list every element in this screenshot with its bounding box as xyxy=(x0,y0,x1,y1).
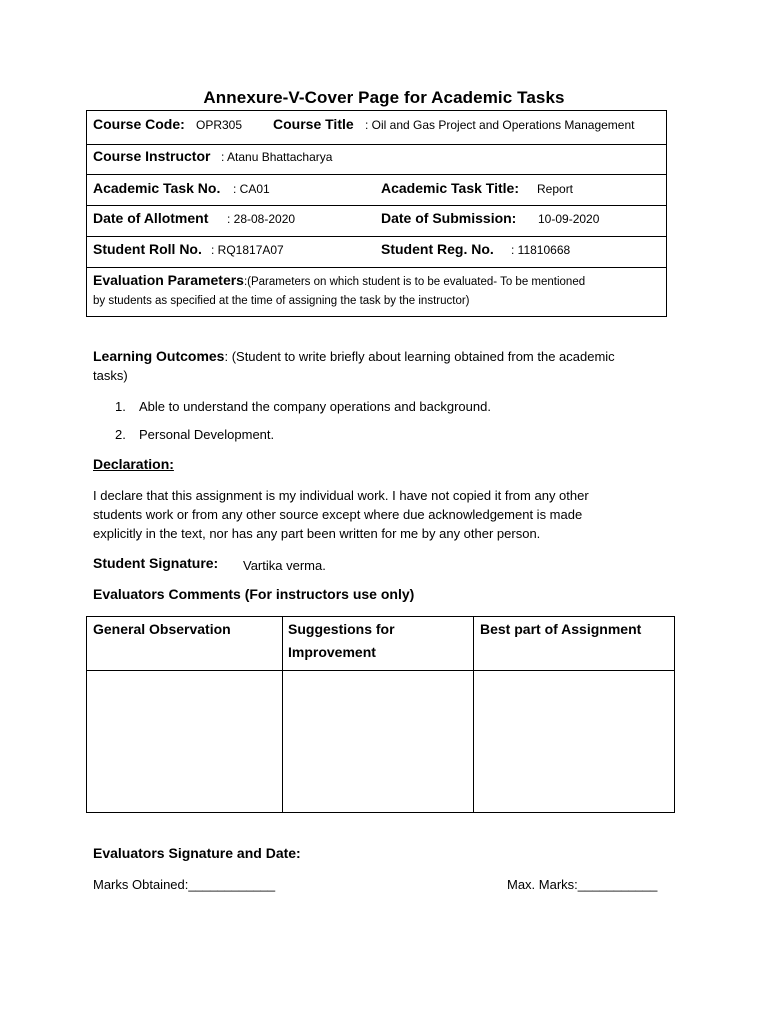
learning-item-text: Able to understand the company operations and background. xyxy=(139,399,491,414)
reg-value: : 11810668 xyxy=(511,243,571,257)
marks-obtained: Marks Obtained:____________ xyxy=(93,877,276,892)
evaluators-signature-date: Evaluators Signature and Date: xyxy=(93,845,301,861)
evaluators-table xyxy=(86,616,675,813)
declaration-text xyxy=(93,486,693,543)
submission-label: Date of Submission: xyxy=(381,210,517,226)
course-row xyxy=(87,111,666,144)
declaration-line-3: explicitly in the text, nor has any part been written for me by any other person. xyxy=(93,526,541,541)
course-code-value: OPR305 xyxy=(196,118,243,132)
course-title-value: : Oil and Gas Project and Operations Management xyxy=(365,118,635,132)
declaration-heading: Declaration: xyxy=(93,456,174,472)
course-code-label: Course Code: xyxy=(93,116,185,132)
column-divider xyxy=(473,617,474,812)
student-signature-value: Vartika verma. xyxy=(243,558,326,573)
learning-outcomes-intro-1: : (Student to write briefly about learning obtained from the academic xyxy=(224,349,615,364)
learning-item-1 xyxy=(115,397,126,416)
learning-item-2 xyxy=(115,425,126,444)
learning-item-text: Personal Development. xyxy=(139,427,275,442)
task-title-label: Academic Task Title: xyxy=(381,180,519,196)
learning-item-number: 1. xyxy=(115,399,126,414)
task-no-value: : CA01 xyxy=(233,182,270,196)
max-marks: Max. Marks:___________ xyxy=(507,877,658,892)
student-signature-label: Student Signature: xyxy=(93,555,219,571)
col-best-part: Best part of Assignment xyxy=(480,621,642,637)
roll-label: Student Roll No. xyxy=(93,241,202,257)
task-row xyxy=(87,174,666,206)
header-divider xyxy=(87,670,674,671)
evaluation-label: Evaluation Parameters xyxy=(93,272,244,288)
course-title-label: Course Title xyxy=(273,116,354,132)
task-no-label: Academic Task No. xyxy=(93,180,221,196)
column-divider xyxy=(282,617,283,812)
roll-value: : RQ1817A07 xyxy=(211,243,284,257)
evaluators-heading: Evaluators Comments (For instructors use only) xyxy=(93,586,415,602)
learning-outcomes-intro-2: tasks) xyxy=(93,368,128,383)
submission-value: 10-09-2020 xyxy=(538,212,600,226)
declaration-line-1: I declare that this assignment is my individual work. I have not copied it from any other xyxy=(93,488,589,503)
course-info-table xyxy=(86,110,667,317)
allotment-value: : 28-08-2020 xyxy=(227,212,296,226)
page-title: Annexure-V-Cover Page for Academic Tasks xyxy=(203,88,565,107)
task-title-value: Report xyxy=(537,182,574,196)
declaration-line-2: students work or from any other source except where due acknowledgement is made xyxy=(93,507,583,522)
allotment-label: Date of Allotment xyxy=(93,210,209,226)
student-row xyxy=(87,236,666,268)
col-suggestions-line-2: Improvement xyxy=(288,644,376,660)
learning-outcomes-label: Learning Outcomes xyxy=(93,348,225,364)
evaluation-text-1: :(Parameters on which student is to be evaluated- To be mentioned xyxy=(243,276,586,288)
col-suggestions xyxy=(288,618,395,664)
instructor-row xyxy=(87,144,666,175)
evaluation-text-2: by students as specified at the time of assigning the task by the instructor) xyxy=(93,295,470,307)
dates-row xyxy=(87,205,666,237)
evaluation-row xyxy=(87,267,666,318)
instructor-value: : Atanu Bhattacharya xyxy=(221,150,333,164)
reg-label: Student Reg. No. xyxy=(381,241,494,257)
learning-outcomes xyxy=(93,347,693,385)
instructor-label: Course Instructor xyxy=(93,148,211,164)
col-suggestions-line-1: Suggestions for xyxy=(288,621,395,637)
learning-item-number: 2. xyxy=(115,427,126,442)
col-general-observation: General Observation xyxy=(93,621,231,637)
